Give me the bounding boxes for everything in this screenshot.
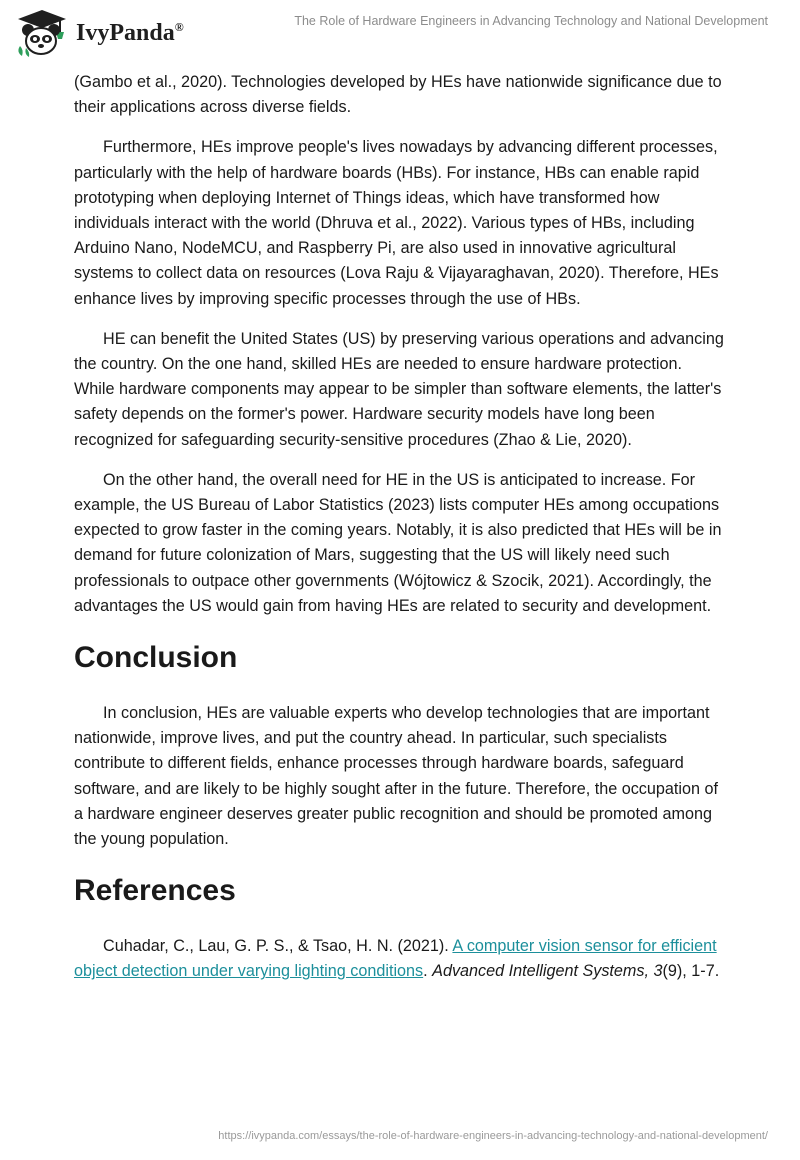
references-heading: References (74, 874, 236, 908)
reference-journal: Advanced Intelligent Systems, 3 (432, 962, 663, 981)
panda-graduate-icon (14, 8, 70, 58)
brand-name: IvyPanda® (76, 19, 184, 46)
body-paragraph: HE can benefit the United States (US) by preserving various operations and advancing the country. On the one hand, skilled HEs are needed to ensure hardware protection. While hardware components may appear to be simpler than software elements, the latter's safety depends on the former's power. Hardware security models have long been recognized for safeguarding security-sensitive procedures (Zhao & Lie, 2020). (74, 329, 724, 449)
document-title: The Role of Hardware Engineers in Advancing Technology and National Development (294, 14, 768, 28)
body-paragraph: (Gambo et al., 2020). Technologies developed by HEs have nationwide significance due to their applications across diverse fields. (74, 73, 722, 117)
page-header (0, 0, 800, 66)
source-url[interactable]: https://ivypanda.com/essays/the-role-of-hardware-engineers-in-advancing-technology-and-national-development/ (218, 1130, 768, 1142)
reference-entry (74, 934, 724, 984)
reference-link[interactable]: A computer vision sensor for efficient object detection under varying lighting conditions (74, 937, 717, 981)
essay-body (74, 70, 724, 985)
reference-issue-pages: (9), 1-7. (662, 962, 720, 981)
conclusion-paragraph: In conclusion, HEs are valuable experts who develop technologies that are important nationwide, improve lives, and put the country ahead. In particular, such specialists contribute to different fields, enhance processes through hardware boards, safeguard software, and are likely to be highly sought after in the future. Therefore, the occupation of a hardware engineer deserves greater public recognition and should be promoted among the young population. (74, 704, 718, 849)
conclusion-heading: Conclusion (74, 641, 238, 675)
reference-link-suffix: . (423, 962, 433, 981)
ivypanda-logo[interactable] (14, 8, 184, 58)
reference-authors: Cuhadar, C., Lau, G. P. S., & Tsao, H. N. (2021). (103, 937, 453, 956)
body-paragraph: Furthermore, HEs improve people's lives nowadays by advancing different processes, particularly with the help of hardware boards (HBs). For instance, HBs can enable rapid prototyping when deploying Internet of Things ideas, which have transformed how individuals interact with the world (Dhruva et al., 2022). Various types of HBs, including Arduino Nano, NodeMCU, and Raspberry Pi, are also used in innovative agricultural systems to collect data on resources (Lova Raju & Vijayaraghavan, 2020). Therefore, HEs enhance lives by improving specific processes through the use of HBs. (74, 138, 719, 308)
body-paragraph: On the other hand, the overall need for HE in the US is anticipated to increase. For example, the US Bureau of Labor Statistics (2023) lists computer HEs among occupations expected to grow faster in the coming years. Notably, it is also predicted that HEs will be in demand for future colonization of Mars, suggesting that the US will likely need such professionals to outpace other governments (Wójtowicz & Szocik, 2021). Accordingly, the advantages the US would gain from having HEs are related to security and development. (74, 470, 722, 615)
